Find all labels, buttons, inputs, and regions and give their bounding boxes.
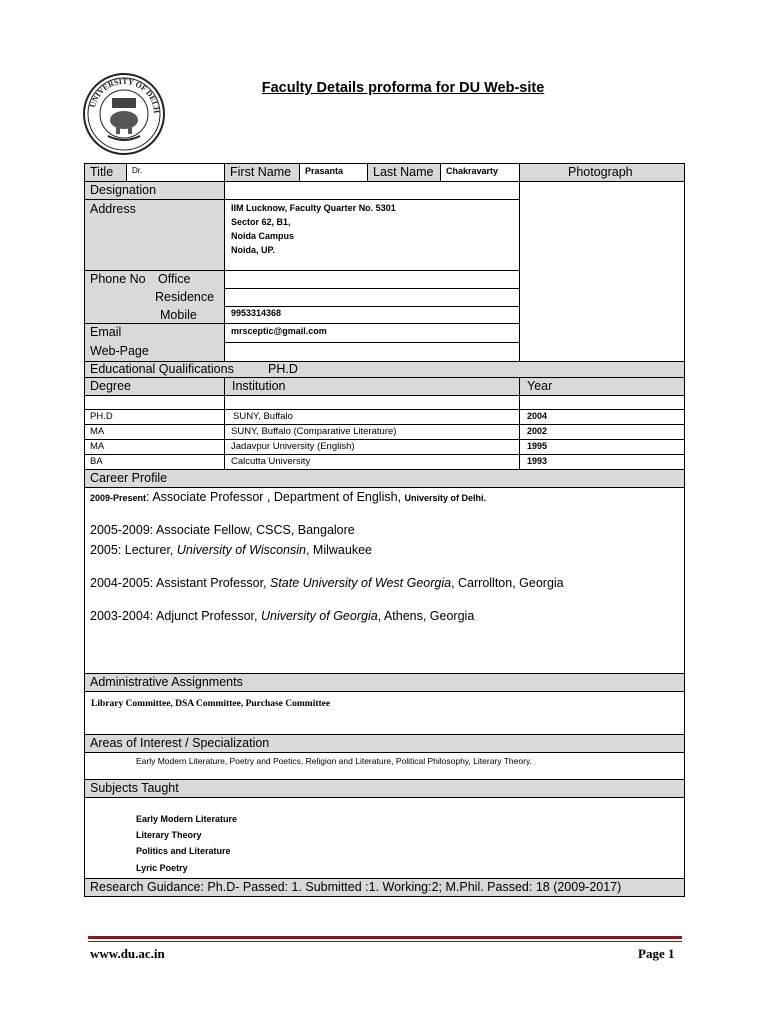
residence-value-cell: [224, 288, 520, 307]
footer-rule-thin: [88, 941, 682, 942]
last-name-value: Chakravarty: [446, 166, 499, 176]
first-name-label: First Name: [230, 165, 292, 179]
email-label: Email: [90, 325, 122, 339]
institution-3: Jadavpur University (English): [231, 441, 355, 452]
admin-value: Library Committee, DSA Committee, Purchase Committee: [91, 699, 331, 709]
address-line-1: IIM Lucknow, Faculty Quarter No. 5301: [231, 203, 396, 213]
year-1: 2004: [527, 411, 548, 421]
table-row: [84, 424, 225, 440]
table-cell: [224, 395, 520, 410]
institution-1: SUNY, Buffalo: [233, 411, 293, 422]
university-seal: [82, 72, 166, 156]
address-line-4: Noida, UP.: [231, 245, 275, 255]
table-cell: [84, 395, 225, 410]
title-label: Title: [90, 165, 114, 179]
mobile-label: Mobile: [160, 308, 197, 322]
subjects-label: Subjects Taught: [90, 781, 179, 795]
phone-label: Phone No: [90, 272, 146, 286]
footer-website: www.du.ac.in: [90, 946, 165, 961]
table-row: [84, 439, 225, 455]
table-cell: [519, 395, 685, 410]
mobile-value: 9953314368: [231, 308, 282, 318]
career-item-1: 2009-Present: Associate Professor , Department of English, University of Delhi.: [90, 490, 487, 504]
career-label-cell: [84, 469, 685, 488]
career-item-5: 2003-2004: Adjunct Professor, University of Georgia, Athens, Georgia: [90, 609, 475, 623]
email-value: mrsceptic@gmail.com: [231, 326, 327, 336]
footer-page-number: Page 1: [638, 946, 675, 961]
institution-2: SUNY, Buffalo (Comparative Literature): [231, 426, 397, 437]
first-name-value: Prasanta: [305, 166, 344, 176]
year-4: 1993: [527, 456, 548, 466]
address-line-2: Sector 62, B1,: [231, 217, 291, 227]
designation-label: Designation: [90, 183, 157, 197]
office-label: Office: [158, 272, 191, 286]
subject-item: Politics and Literature: [136, 846, 231, 856]
page-title: Faculty Details proforma for DU Web-site: [261, 80, 545, 96]
residence-label: Residence: [155, 290, 215, 304]
title-value: Dr.: [132, 166, 143, 175]
research-text: Research Guidance: Ph.D- Passed: 1. Submitted :1. Working:2; M.Phil. Passed: 18 (2009-2017): [90, 880, 622, 894]
career-item-4: 2004-2005: Assistant Professor, State University of West Georgia, Carrollton, Georgia: [90, 576, 564, 590]
webpage-value-cell: [224, 342, 520, 362]
interests-label: Areas of Interest / Specialization: [90, 736, 270, 750]
address-line-3: Noida Campus: [231, 231, 295, 241]
institution-header: Institution: [232, 379, 286, 393]
subject-item: Early Modern Literature: [136, 814, 238, 824]
degree-2: MA: [90, 426, 105, 437]
institution-4: Calcutta University: [231, 456, 311, 467]
degree-header: Degree: [90, 379, 131, 393]
last-name-label: Last Name: [373, 165, 434, 179]
career-item-3: 2005: Lecturer, University of Wisconsin, Milwaukee: [90, 543, 372, 557]
seal-text: UNIVERSITY OF DELH: [87, 76, 162, 114]
degree-4: BA: [90, 456, 103, 467]
subject-item: Lyric Poetry: [136, 863, 188, 873]
education-value: PH.D: [268, 362, 298, 376]
degree-1: PH.D: [90, 411, 113, 422]
year-header: Year: [527, 379, 553, 393]
admin-body: [84, 691, 685, 735]
address-label: Address: [90, 202, 136, 216]
year-2: 2002: [527, 426, 548, 436]
webpage-label: Web-Page: [90, 344, 149, 358]
photograph-label: Photograph: [568, 165, 633, 179]
office-value-cell: [224, 270, 520, 289]
education-label: Educational Qualifications: [90, 362, 234, 376]
footer-rule: [88, 936, 682, 939]
photograph-box: [519, 181, 685, 362]
designation-value-cell: [224, 181, 520, 200]
table-row: [84, 454, 225, 470]
admin-label: Administrative Assignments: [90, 675, 243, 689]
subject-item: Literary Theory: [136, 830, 202, 840]
year-3: 1995: [527, 441, 548, 451]
career-item-2: 2005-2009: Associate Fellow, CSCS, Bangalore: [90, 523, 355, 537]
degree-3: MA: [90, 441, 105, 452]
interests-value: Early Modern Literature, Poetry and Poetics, Religion and Literature, Political Philosophy, Literary Theory.: [136, 756, 532, 766]
career-label: Career Profile: [90, 471, 168, 485]
